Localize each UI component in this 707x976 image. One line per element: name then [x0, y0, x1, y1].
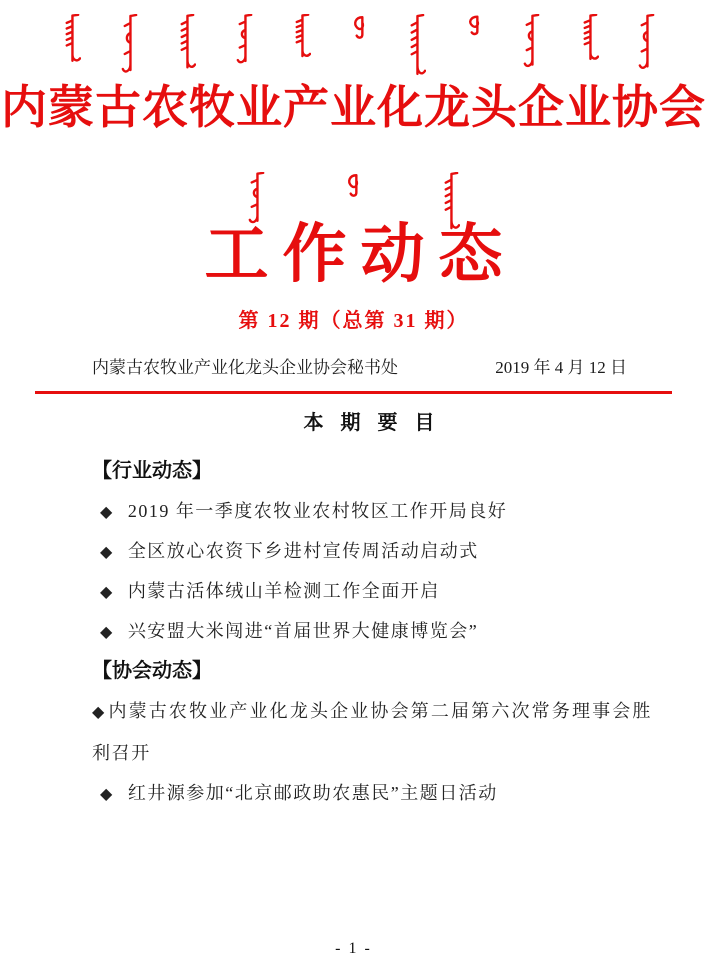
toc-item	[92, 611, 652, 651]
mongolian-word-glyph	[637, 14, 656, 72]
mongolian-word-glyph	[344, 172, 363, 198]
mongolian-word-glyph	[292, 14, 311, 59]
table-of-contents	[92, 406, 652, 813]
mongolian-word-glyph	[407, 14, 426, 78]
diamond-bullet-icon: ◆	[100, 624, 114, 641]
mongolian-word-glyph	[465, 14, 484, 36]
section-title-association: 【协会动态】	[92, 660, 212, 682]
mongolian-word-glyph	[120, 14, 139, 76]
diamond-bullet-icon: ◆	[100, 786, 114, 803]
mongolian-word-glyph	[522, 14, 541, 70]
diamond-bullet-icon: ◆	[100, 504, 114, 521]
page-number: - 1 -	[335, 940, 372, 957]
mongolian-script-row-top	[62, 14, 656, 78]
diamond-bullet-icon: ◆	[100, 584, 114, 601]
mongolian-word-glyph	[177, 14, 196, 71]
toc-item	[92, 691, 652, 773]
mongolian-word-glyph	[235, 14, 254, 66]
toc-item	[92, 531, 652, 571]
mongolian-word-glyph	[580, 14, 599, 62]
toc-item	[92, 571, 652, 611]
toc-item-label: 2019 年一季度农牧业农村牧区工作开局良好	[127, 501, 508, 521]
toc-item	[92, 773, 652, 813]
section-title-industry: 【行业动态】	[92, 460, 212, 482]
issue-date: 2019 年 4 月 12 日	[495, 358, 627, 377]
toc-item-label: 红井源参加“北京邮政助农惠民”主题日活动	[127, 783, 498, 803]
publisher-row	[92, 353, 627, 378]
diamond-bullet-icon: ◆	[100, 544, 114, 561]
organization-name-title: 内蒙古农牧业产业化龙头企业协会	[1, 82, 706, 133]
red-separator-rule	[35, 391, 672, 394]
toc-heading: 本 期 要 目	[303, 412, 441, 434]
issue-number-line: 第 12 期（总第 31 期）	[238, 310, 469, 332]
toc-item	[92, 491, 652, 531]
mongolian-word-glyph	[350, 14, 369, 40]
toc-item-label: 兴安盟大米闯进“首届世界大健康博览会”	[127, 621, 479, 641]
bulletin-title: 工作动态	[204, 219, 517, 290]
toc-item-label: 全区放心农资下乡进村宣传周活动启动式	[127, 541, 479, 561]
toc-item-label: 内蒙古活体绒山羊检测工作全面开启	[127, 581, 440, 601]
toc-item-label: 内蒙古农牧业产业化龙头企业协会第二届第六次常务理事会胜利召开	[92, 701, 653, 763]
publisher-name: 内蒙古农牧业产业化龙头企业协会秘书处	[92, 358, 398, 377]
diamond-bullet-icon: ◆	[92, 704, 107, 721]
mongolian-word-glyph	[62, 14, 81, 64]
